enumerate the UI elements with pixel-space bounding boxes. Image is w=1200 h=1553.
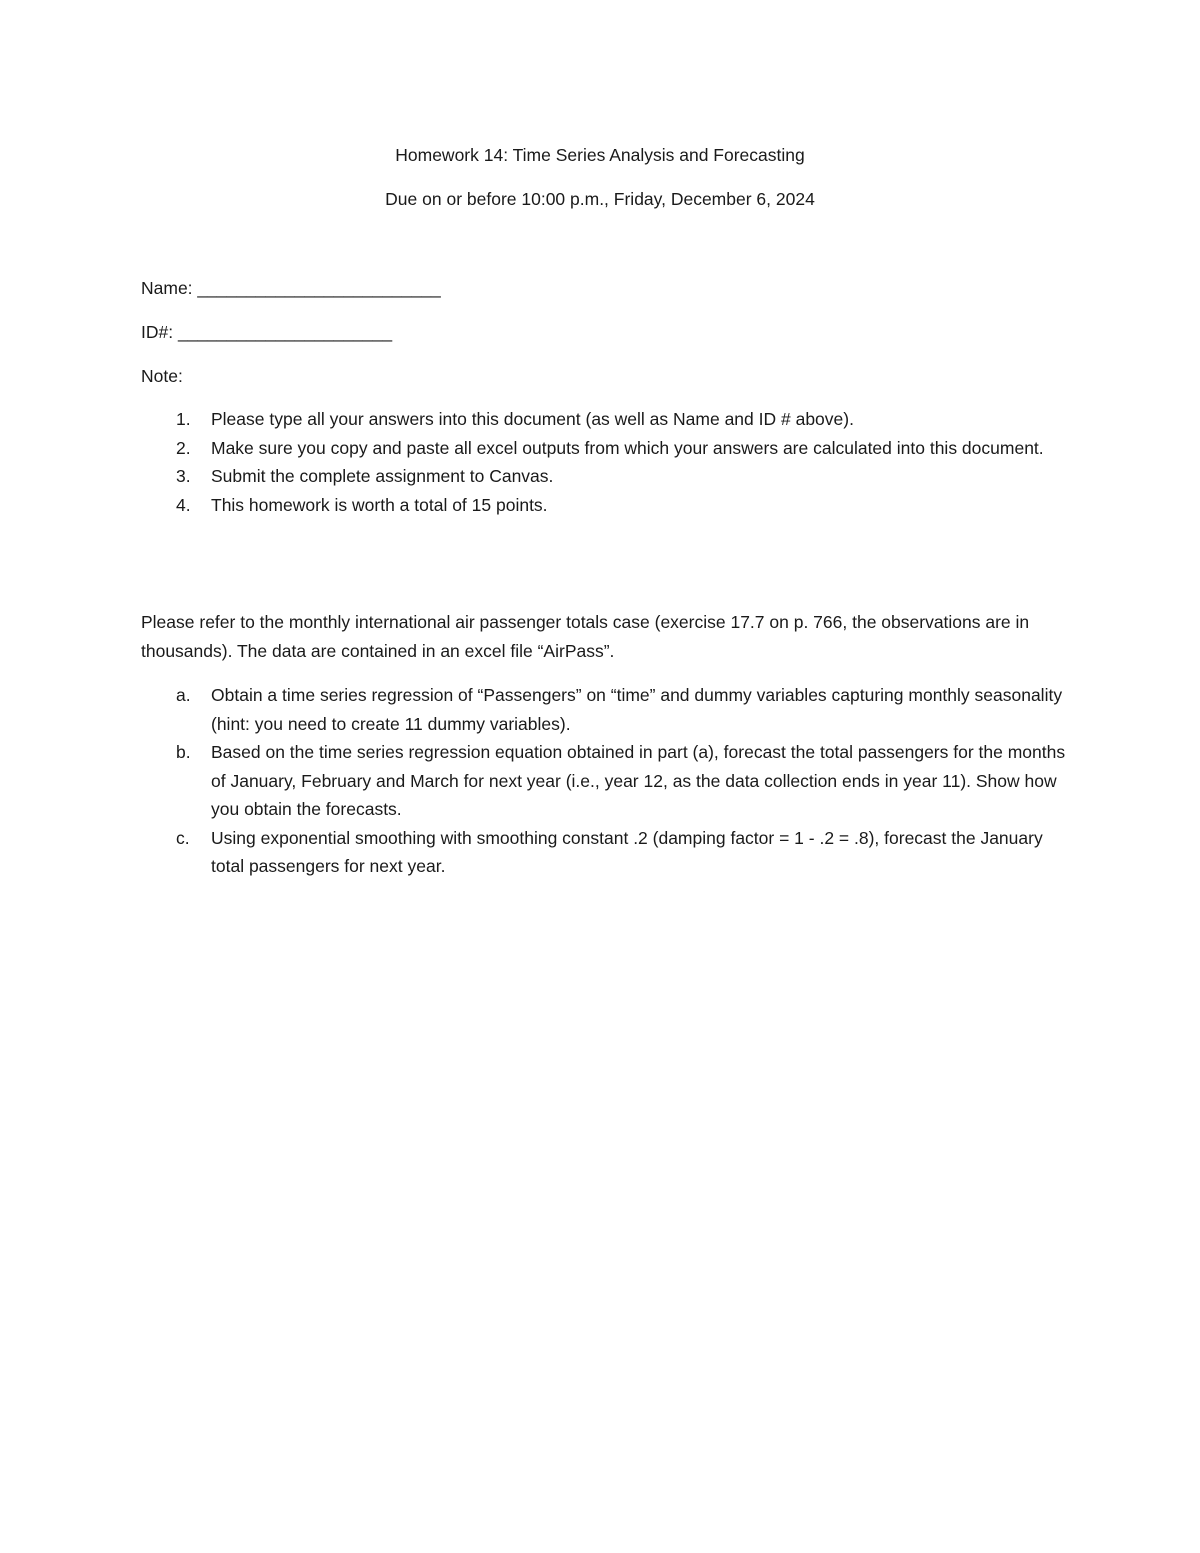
due-date: Due on or before 10:00 p.m., Friday, December 6, 2024: [385, 189, 815, 209]
page-title: Homework 14: Time Series Analysis and Forecasting: [395, 145, 805, 165]
list-item: [141, 824, 1071, 881]
list-item: [141, 405, 1071, 434]
case-intro: Please refer to the monthly international air passenger totals case (exercise 17.7 on p. 766, the observations are in thousands). The data are contained in an excel file “AirPass”.: [141, 612, 1030, 661]
list-item-text: Please type all your answers into this document (as well as Name and ID # above).: [211, 409, 854, 429]
list-marker: c.: [176, 827, 190, 848]
notes-list: [141, 405, 1071, 519]
id-field: ID#: ______________________: [141, 322, 393, 342]
list-item: [141, 738, 1071, 824]
list-marker: 3.: [176, 466, 191, 486]
list-marker: b.: [176, 742, 191, 762]
list-item: [141, 681, 1071, 738]
note-label: Note:: [141, 366, 183, 386]
list-item: [141, 434, 1071, 463]
list-item-text: Make sure you copy and paste all excel outputs from which your answers are calculated into this document.: [211, 437, 1044, 458]
list-item: [141, 462, 1071, 491]
list-item-text: Submit the complete assignment to Canvas.: [211, 466, 554, 486]
list-marker: 1.: [176, 409, 191, 429]
question-text: Obtain a time series regression of “Passengers” on “time” and dummy variables capturing monthly seasonality (hint: you need to create 11 dummy variables).: [211, 685, 1063, 734]
question-text: Using exponential smoothing with smoothing constant .2 (damping factor = 1 - .2 = .8), forecast the January total passengers for next year.: [211, 827, 1043, 876]
list-item-text: This homework is worth a total of 15 points.: [211, 494, 548, 515]
question-text: Based on the time series regression equation obtained in part (a), forecast the total passengers for the months of January, February and March for next year (i.e., year 12, as the data collection ends in year 11). Show how you obtain the forecasts.: [211, 742, 1066, 819]
list-marker: 2.: [176, 437, 191, 458]
questions-list: [141, 681, 1071, 881]
list-item: [141, 491, 1071, 520]
list-marker: 4.: [176, 494, 191, 515]
list-marker: a.: [176, 685, 191, 705]
name-field: Name: _________________________: [141, 278, 441, 298]
